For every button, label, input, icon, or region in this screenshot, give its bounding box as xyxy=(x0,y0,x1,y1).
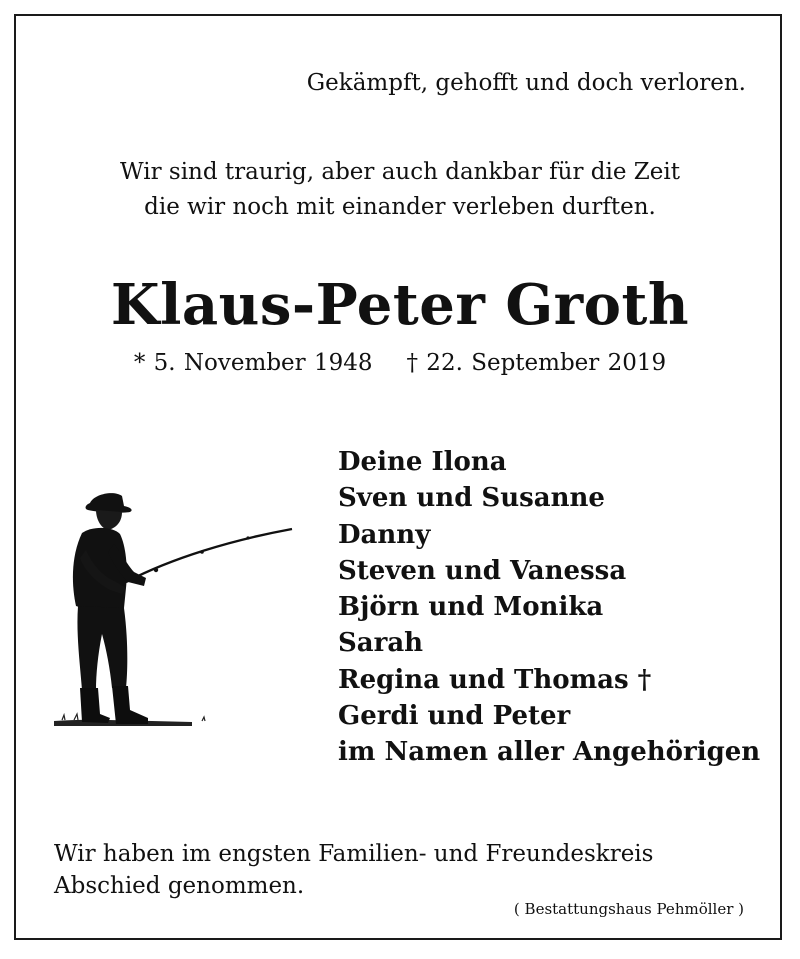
closing-text xyxy=(54,838,653,902)
life-dates xyxy=(0,350,800,376)
mourner-item: Gerdi und Peter xyxy=(338,701,571,732)
mourner-item: im Namen aller Angehörigen xyxy=(338,737,761,768)
mourner-item: Sven und Susanne xyxy=(338,483,605,514)
death-date: † 22. September 2019 xyxy=(406,350,667,376)
mourners-list xyxy=(338,444,760,771)
motto: Gekämpft, gehofft und doch verloren. xyxy=(306,70,746,96)
mourner-item: Björn und Monika xyxy=(338,592,604,623)
fisherman-silhouette-icon xyxy=(52,488,302,728)
mourner-item: Sarah xyxy=(338,628,424,659)
closing-line-1: Wir haben im engsten Familien- und Freundeskreis xyxy=(54,841,654,867)
deceased-name: Klaus-Peter Groth xyxy=(110,272,690,338)
mourner-item: Regina und Thomas † xyxy=(338,664,652,695)
birth-date: * 5. November 1948 xyxy=(133,350,373,376)
memorial-verse xyxy=(0,155,800,225)
mourner-item: Deine Ilona xyxy=(338,447,507,477)
verse-line-1: Wir sind traurig, aber auch dankbar für die Zeit xyxy=(120,159,680,185)
funeral-home: ( Bestattungshaus Pehmöller ) xyxy=(513,900,744,918)
closing-line-2: Abschied genommen. xyxy=(54,873,305,899)
mourner-item: Danny xyxy=(338,519,431,550)
verse-line-2: die wir noch mit einander verleben durften. xyxy=(144,194,656,220)
mourner-item: Steven und Vanessa xyxy=(338,555,627,586)
